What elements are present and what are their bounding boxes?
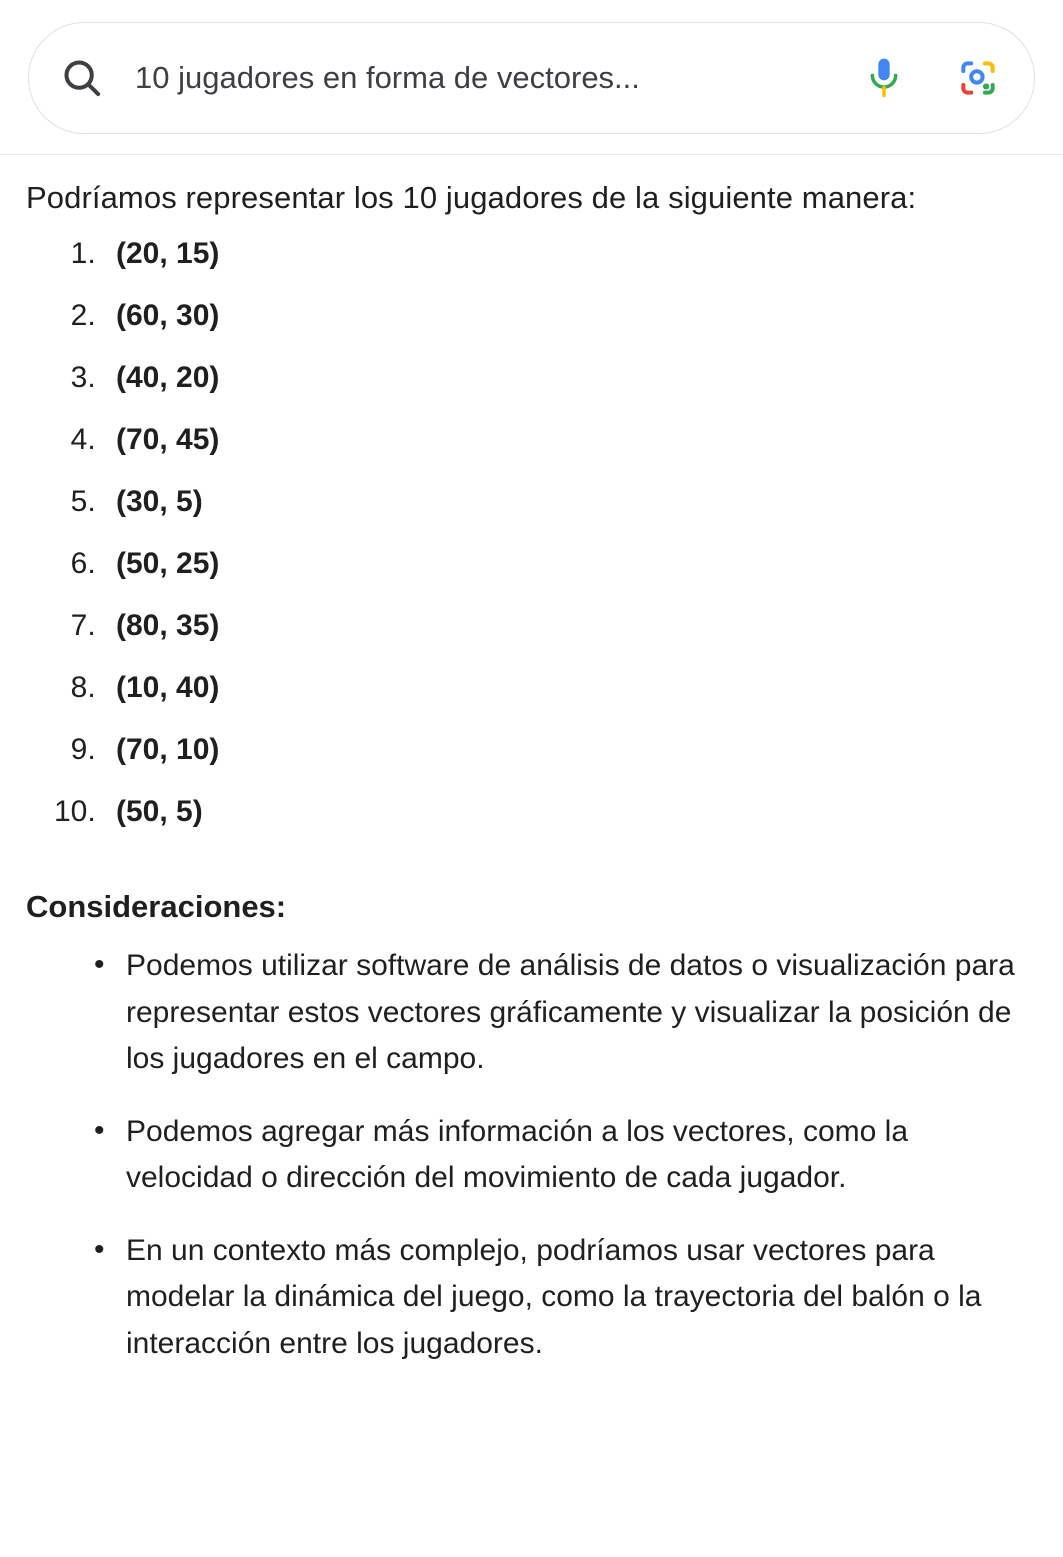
list-item <box>104 425 1037 455</box>
player-coordinate: (70, 45) <box>116 423 220 457</box>
player-coordinate: (80, 35) <box>116 609 220 643</box>
search-query-text[interactable]: 10 jugadores en forma de vectores... <box>135 60 640 95</box>
search-bar-container <box>0 0 1063 155</box>
answer-content <box>0 155 1063 1367</box>
list-item <box>104 797 1037 827</box>
list-item <box>104 301 1037 331</box>
player-coordinate: (70, 10) <box>116 733 220 767</box>
search-bar[interactable] <box>28 22 1035 134</box>
search-icon <box>59 55 105 101</box>
list-item <box>104 735 1037 765</box>
player-coordinate: (50, 25) <box>116 547 220 581</box>
player-coordinate: (40, 20) <box>116 361 220 395</box>
list-item <box>104 611 1037 641</box>
considerations-list <box>26 943 1037 1367</box>
microphone-icon[interactable] <box>864 55 904 101</box>
list-item <box>104 549 1037 579</box>
list-item: • Podemos utilizar software de análisis de datos o visualización para representar estos vectores gráficamente y visualizar la posición de los jugadores en el campo. <box>94 943 1037 1083</box>
intro-paragraph: Podríamos representar los 10 jugadores de la siguiente manera: <box>26 180 917 215</box>
player-coordinate: (20, 15) <box>116 237 220 271</box>
player-coordinate: (60, 30) <box>116 299 220 333</box>
players-vector-list <box>26 239 1037 827</box>
list-item <box>104 487 1037 517</box>
considerations-heading: Consideraciones: <box>26 889 287 925</box>
list-item <box>104 239 1037 269</box>
list-item <box>104 363 1037 393</box>
player-coordinate: (30, 5) <box>116 485 203 519</box>
list-item: • Podemos agregar más información a los vectores, como la velocidad o dirección del movimiento de cada jugador. <box>94 1109 1037 1202</box>
player-coordinate: (50, 5) <box>116 795 203 829</box>
google-lens-icon[interactable] <box>956 56 1000 100</box>
list-item <box>104 673 1037 703</box>
list-item: • En un contexto más complejo, podríamos usar vectores para modelar la dinámica del juego, como la trayectoria del balón o la interacción entre los jugadores. <box>94 1228 1037 1368</box>
player-coordinate: (10, 40) <box>116 671 220 705</box>
